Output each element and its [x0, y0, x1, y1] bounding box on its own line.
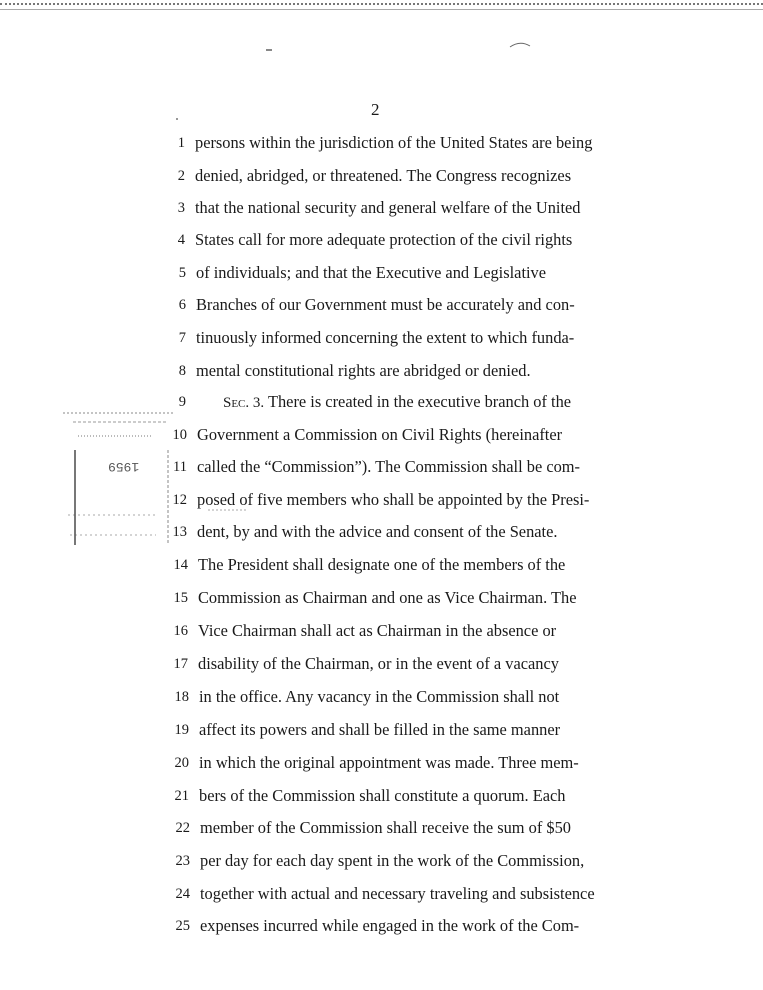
line-number: 21	[174, 788, 189, 804]
document-line	[164, 294, 609, 316]
line-number: 19	[174, 722, 189, 738]
document-line	[164, 327, 610, 349]
line-text: in which the original appointment was made. Three mem-	[199, 753, 579, 772]
line-text: expenses incurred while engaged in the work of the Com-	[200, 916, 580, 935]
line-text: bers of the Commission shall constitute a quorum. Each	[199, 786, 566, 805]
document-line	[165, 456, 615, 478]
document-line	[166, 620, 621, 642]
line-text: in the office. Any vacancy in the Commission shall not	[199, 687, 560, 706]
line-text: The President shall designate one of the members of the	[198, 555, 566, 574]
line-number: 2	[177, 168, 185, 184]
line-number: 23	[175, 853, 190, 869]
section-line-text	[196, 391, 571, 414]
line-text: Government a Commission on Civil Rights (hereinafter	[197, 425, 563, 444]
line-text: called the “Commission”). The Commission shall be com-	[197, 457, 580, 476]
line-number: 13	[172, 524, 187, 540]
line-number: 17	[173, 656, 188, 672]
document-line	[168, 915, 632, 937]
line-number: 12	[172, 492, 187, 508]
line-text: denied, abridged, or threatened. The Congress recognizes	[195, 166, 572, 185]
document-line	[167, 785, 627, 807]
line-number: 4	[177, 232, 185, 248]
line-number: 11	[173, 459, 187, 475]
document-line	[164, 360, 611, 382]
stamp-date: 1959	[108, 459, 140, 474]
document-line	[168, 817, 629, 839]
document-line	[168, 883, 631, 905]
line-number: 15	[173, 590, 188, 606]
line-number: 20	[174, 755, 189, 771]
line-number: 24	[175, 886, 190, 902]
document-line	[164, 262, 608, 284]
line-number: 18	[174, 689, 189, 705]
document-line	[166, 587, 620, 609]
line-text: affect its powers and shall be filled in the same manner	[199, 720, 561, 739]
line-number: 14	[173, 557, 188, 573]
document-line	[165, 424, 614, 446]
section-marker: Sec. 3.	[223, 395, 265, 411]
document-line	[167, 719, 625, 741]
line-text: per day for each day spent in the work of the Commission,	[200, 851, 585, 870]
line-text: member of the Commission shall receive the sum of $50	[200, 818, 571, 837]
line-text: dent, by and with the advice and consent of the Senate.	[197, 522, 558, 541]
line-number: 3	[177, 200, 185, 216]
line-number: 6	[178, 297, 186, 313]
document-line	[166, 653, 622, 675]
line-text: There is created in the executive branch of the	[267, 392, 572, 411]
line-number: 22	[175, 820, 190, 836]
line-text: Commission as Chairman and one as Vice Chairman. The	[198, 588, 577, 607]
line-text: States call for more adequate protection of the civil rights	[195, 230, 573, 249]
line-text: persons within the jurisdiction of the United States are being	[195, 133, 593, 152]
line-text: Branches of our Government must be accurately and con-	[196, 295, 575, 314]
line-text: disability of the Chairman, or in the event of a vacancy	[198, 654, 559, 673]
document-line	[166, 554, 619, 576]
document-line	[164, 391, 612, 413]
document-line	[167, 752, 626, 774]
line-number: 9	[178, 394, 186, 410]
document-line	[163, 165, 604, 187]
line-text: of individuals; and that the Executive and Legislative	[196, 263, 547, 282]
document-line	[168, 850, 630, 872]
document-line	[165, 521, 617, 543]
line-number: 1	[177, 135, 185, 151]
document-line	[163, 132, 603, 154]
document-line	[167, 686, 624, 708]
document-line	[163, 197, 605, 219]
line-text: together with actual and necessary traveling and subsistence	[200, 884, 595, 903]
line-text: posed of five members who shall be appointed by the Presi-	[197, 490, 590, 509]
document-line	[163, 229, 606, 251]
line-text: mental constitutional rights are abridged or denied.	[196, 361, 531, 380]
line-number: 10	[172, 427, 187, 443]
line-text: Vice Chairman shall act as Chairman in the absence or	[198, 621, 557, 640]
line-number: 8	[178, 363, 186, 379]
line-number: 7	[178, 330, 186, 346]
document-line	[165, 489, 616, 511]
line-text: that the national security and general welfare of the United	[195, 198, 581, 217]
line-number: 25	[175, 918, 190, 934]
page-number: 2	[371, 100, 380, 119]
line-number: 5	[178, 265, 186, 281]
line-number: 16	[173, 623, 188, 639]
line-text: tinuously informed concerning the extent to which funda-	[196, 328, 575, 347]
